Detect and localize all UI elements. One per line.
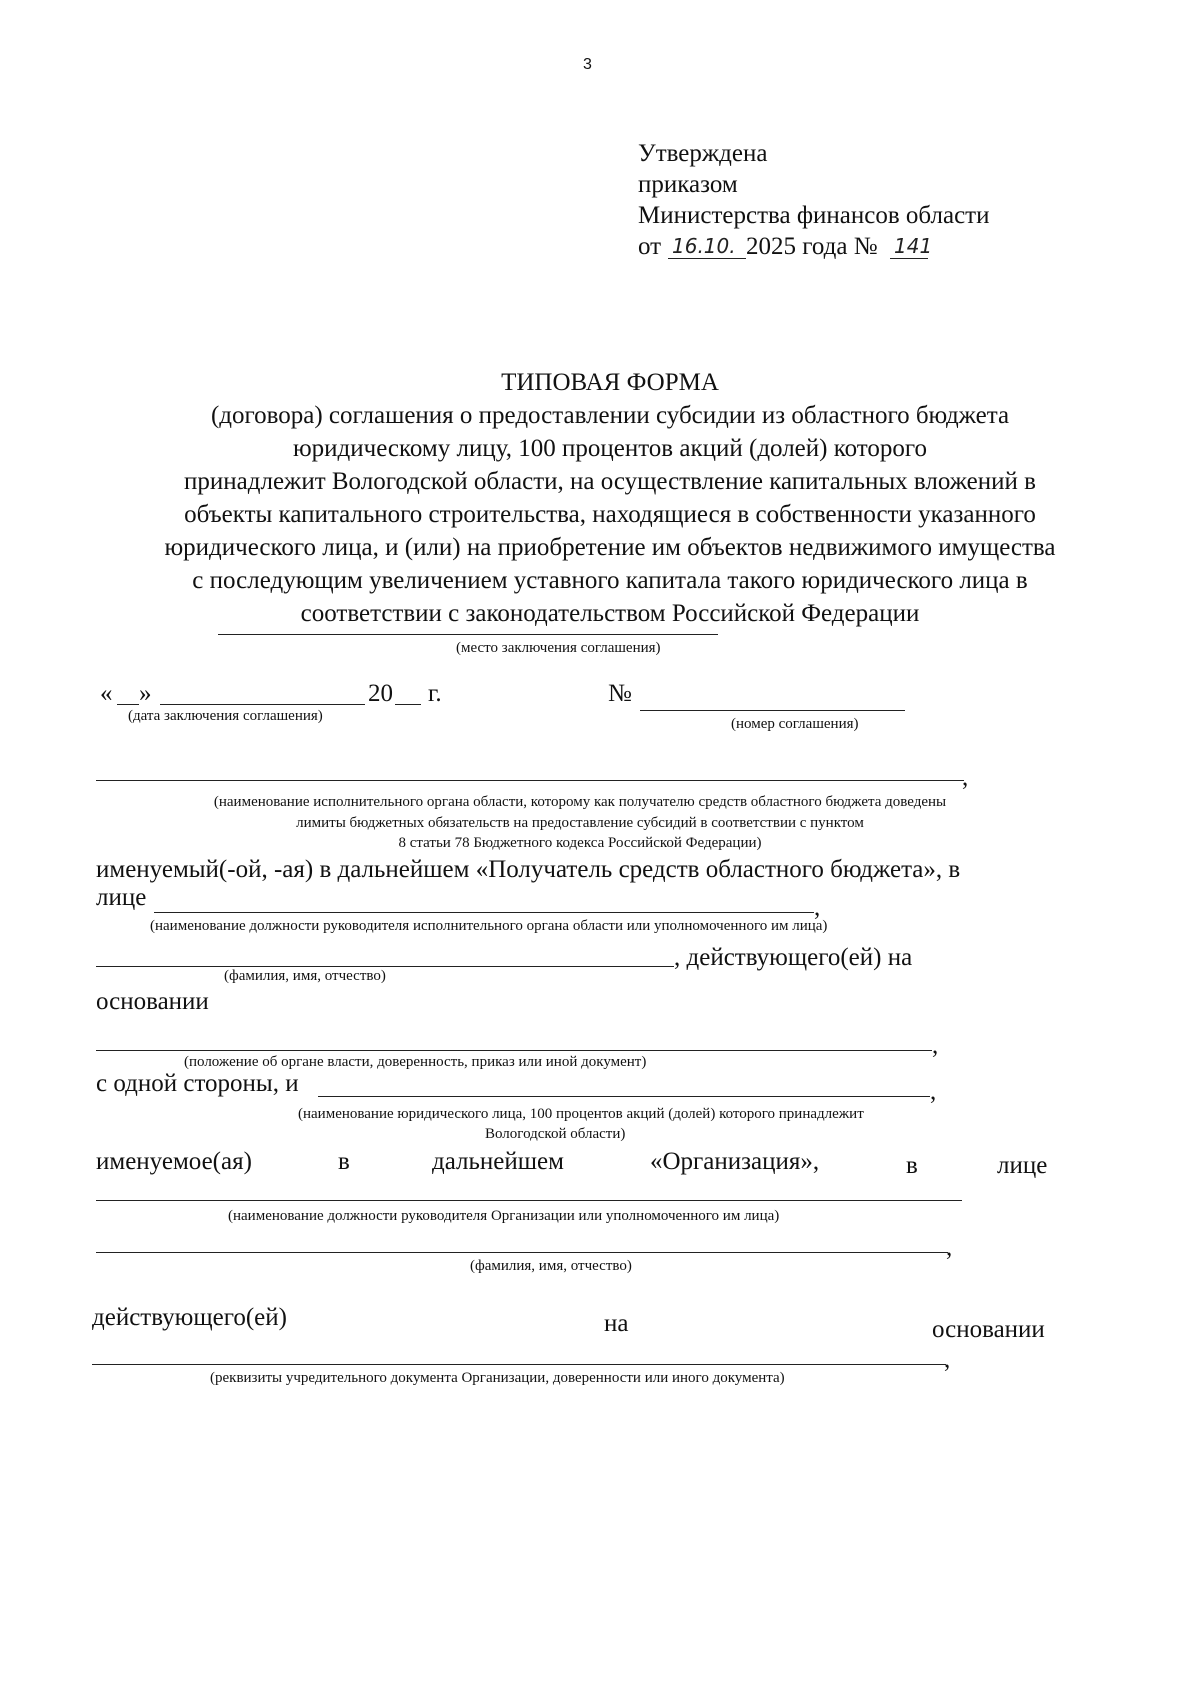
approval-date-handwritten: 16.10.	[672, 234, 736, 258]
approval-from-label: от	[638, 233, 662, 260]
organization-caption-2: Вологодской области)	[485, 1126, 626, 1142]
date-quote-close: »	[139, 680, 152, 707]
title-line-7: соответствии с законодательством Российской Федерации	[300, 600, 920, 627]
org-acting-word-3: основании	[932, 1316, 1045, 1343]
title-line-2: юридическому лицу, 100 процентов акций (долей) которого	[292, 435, 928, 462]
recipient-basis: основании	[96, 988, 209, 1015]
recipient-named-line: именуемый(-ой, -ая) в дальнейшем «Получатель средств областного бюджета», в	[96, 856, 961, 883]
org-named-word-2: в	[338, 1148, 350, 1175]
organization-caption-1: (наименование юридического лица, 100 процентов акций (долей) которого принадлежит	[298, 1106, 864, 1122]
organization-name-field	[318, 1096, 930, 1097]
comma: ,	[814, 894, 821, 921]
recipient-in-person: лице	[96, 884, 147, 911]
org-named-word-5: в	[906, 1152, 918, 1179]
organization-fio-field	[96, 1252, 948, 1253]
recipient-basis-field	[96, 1050, 932, 1051]
comma: ,	[962, 764, 969, 791]
place-field	[218, 634, 718, 635]
approval-number-underline	[890, 258, 928, 259]
form-title	[110, 366, 1110, 630]
comma: ,	[932, 1032, 939, 1059]
agreement-number-field	[640, 710, 905, 711]
recipient-fio-caption: (фамилия, имя, отчество)	[224, 968, 386, 984]
date-year-prefix: 20	[368, 680, 393, 707]
approval-line-3: Министерства финансов области	[638, 202, 990, 229]
date-caption: (дата заключения соглашения)	[128, 708, 323, 724]
date-day-field	[117, 704, 139, 705]
place-caption: (место заключения соглашения)	[456, 640, 661, 656]
form-heading: ТИПОВАЯ ФОРМА	[501, 369, 719, 396]
org-named-word-3: дальнейшем	[432, 1148, 564, 1175]
recipient-position-field	[154, 912, 814, 913]
date-month-field	[160, 704, 365, 705]
number-sign: №	[608, 680, 632, 707]
recipient-caption-2: лимиты бюджетных обязательств на предоставление субсидий в соответствии с пунктом	[296, 815, 864, 831]
title-line-3: принадлежит Вологодской области, на осуществление капитальных вложений в	[184, 468, 1036, 495]
title-line-1: (договора) соглашения о предоставлении субсидии из областного бюджета	[210, 402, 1010, 429]
organization-position-caption: (наименование должности руководителя Организации или уполномоченного им лица)	[228, 1208, 780, 1224]
recipient-caption-3: 8 статьи 78 Бюджетного кодекса Российской Федерации)	[398, 835, 762, 851]
organization-fio-caption: (фамилия, имя, отчество)	[470, 1258, 632, 1274]
organization-docs-field	[92, 1364, 946, 1365]
org-named-word-6: лице	[997, 1152, 1048, 1179]
recipient-name-field	[96, 780, 964, 781]
one-side-label: с одной стороны, и	[96, 1070, 299, 1097]
organization-docs-caption: (реквизиты учредительного документа Организации, доверенности или иного документа)	[210, 1370, 785, 1386]
title-line-6: с последующим увеличением уставного капитала такого юридического лица в	[192, 567, 1028, 594]
org-named-word-1: именуемое(ая)	[96, 1148, 252, 1175]
recipient-fio-field	[96, 966, 674, 967]
number-caption: (номер соглашения)	[731, 716, 859, 732]
date-year-suffix: г.	[428, 680, 442, 707]
recipient-basis-caption: (положение об органе власти, доверенность, приказ или иной документ)	[184, 1054, 647, 1070]
comma: ,	[944, 1346, 951, 1373]
organization-position-field	[96, 1200, 962, 1201]
page-number: 3	[583, 56, 592, 73]
org-acting-word-1: действующего(ей)	[92, 1304, 287, 1331]
approval-line-2: приказом	[638, 171, 738, 198]
approval-line-1: Утверждена	[638, 140, 768, 167]
recipient-position-caption: (наименование должности руководителя исполнительного органа области или уполномоченного им лица)	[150, 918, 828, 934]
recipient-caption-1: (наименование исполнительного органа области, которому как получателю средств областного бюджета доведены	[213, 794, 947, 810]
title-line-4: объекты капитального строительства, находящиеся в собственности указанного	[184, 501, 1036, 528]
org-named-word-4: «Организация»,	[650, 1148, 820, 1175]
approval-date-underline	[668, 258, 746, 259]
date-year-field	[395, 704, 421, 705]
title-line-5: юридического лица, и (или) на приобретение им объектов недвижимого имущества	[164, 534, 1056, 561]
comma: ,	[930, 1078, 937, 1105]
comma: ,	[946, 1234, 953, 1261]
date-quote-open: «	[100, 680, 113, 707]
recipient-acting: , действующего(ей) на	[674, 944, 913, 971]
approval-year-label: 2025 года №	[746, 233, 878, 260]
org-acting-word-2: на	[604, 1310, 629, 1337]
approval-number-handwritten: 141	[894, 234, 933, 258]
